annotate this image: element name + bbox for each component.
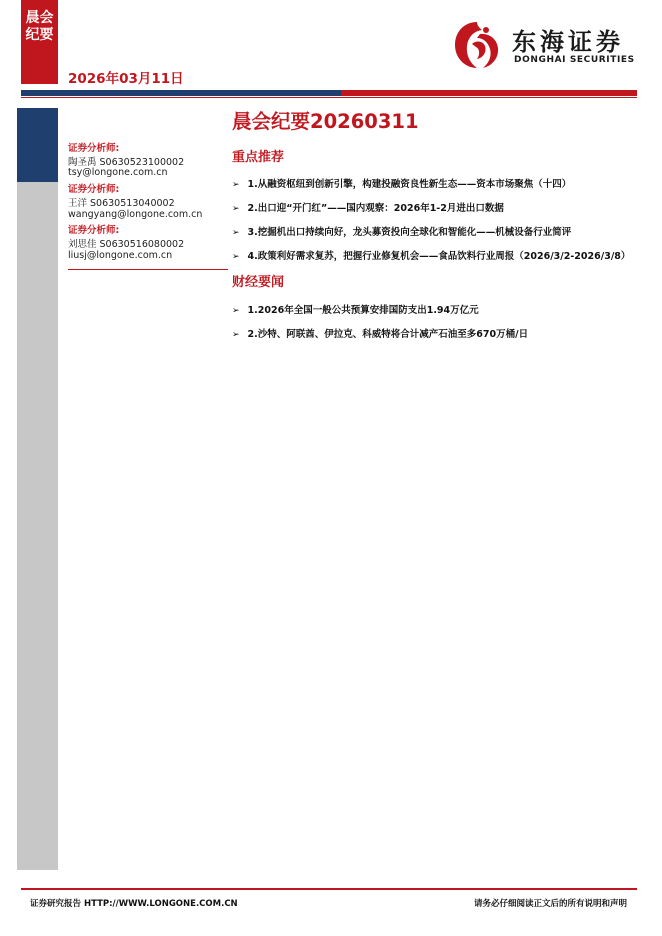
list-item[interactable] — [232, 176, 571, 190]
section-heading-finance-news: 财经要闻 — [232, 275, 285, 290]
list-item[interactable] — [232, 302, 479, 316]
header-bar-red — [341, 90, 637, 96]
dragon-logo-icon — [450, 18, 504, 72]
logo-name-en: DONGHAI SECURITIES — [514, 55, 635, 65]
logo-name-cn: 东海证券 — [512, 28, 624, 56]
footer-rule — [21, 888, 637, 890]
list-item-text: 2.沙特、阿联酋、伊拉克、科威特将合计减产石油至多670万桶/日 — [247, 329, 529, 340]
bullet-arrow-icon: ➢ — [232, 330, 240, 340]
list-item[interactable] — [232, 326, 528, 340]
page-title: 晨会纪要20260311 — [232, 110, 419, 133]
list-item-text: 4.政策利好需求复苏，把握行业修复机会——食品饮料行业周报（2026/3/2-2026/3/8） — [247, 251, 631, 262]
section-heading-highlights: 重点推荐 — [232, 150, 285, 165]
analyst-label: 证券分析师: — [68, 143, 120, 154]
report-date: 2026年03月11日 — [68, 71, 184, 87]
analyst-name-id: 刘思佳 S0630516080002 — [68, 239, 185, 250]
analyst-name-id: 王洋 S0630513040002 — [68, 198, 175, 209]
analyst-email[interactable]: tsy@longone.com.cn — [68, 167, 168, 178]
analyst-label: 证券分析师: — [68, 225, 120, 236]
footer-disclaimer: 请务必仔细阅读正文后的所有说明和声明 — [474, 899, 628, 909]
list-item[interactable] — [232, 248, 630, 262]
footer-website[interactable]: 证券研究报告 HTTP://WWW.LONGONE.COM.CN — [30, 899, 238, 909]
header-bar-navy — [21, 90, 341, 96]
bullet-arrow-icon: ➢ — [232, 204, 240, 214]
bullet-arrow-icon: ➢ — [232, 306, 240, 316]
list-item-text: 2.出口迎“开门红”——国内观察：2026年1-2月进出口数据 — [247, 203, 504, 214]
header-rule — [21, 97, 637, 98]
list-item-text: 3.挖掘机出口持续向好，龙头募资投向全球化和智能化——机械设备行业简评 — [247, 227, 572, 238]
analyst-name-id: 陶圣禹 S0630523100002 — [68, 157, 185, 168]
sidebar-accent-block — [17, 108, 58, 182]
list-item-text: 1.2026年全国一般公共预算安排国防支出1.94万亿元 — [247, 305, 479, 316]
analyst-divider — [68, 269, 228, 270]
bullet-arrow-icon: ➢ — [232, 180, 240, 190]
bullet-arrow-icon: ➢ — [232, 252, 240, 262]
report-type-label: 晨会纪要 — [25, 10, 54, 43]
list-item[interactable] — [232, 224, 571, 238]
list-item-text: 1.从融资枢纽到创新引擎，构建投融资良性新生态——资本市场聚焦（十四） — [247, 179, 572, 190]
analyst-email[interactable]: liusj@longone.com.cn — [68, 250, 173, 261]
analyst-email[interactable]: wangyang@longone.com.cn — [68, 209, 203, 220]
list-item[interactable] — [232, 200, 504, 214]
analyst-label: 证券分析师: — [68, 184, 120, 195]
sidebar-strip — [17, 108, 58, 870]
bullet-arrow-icon: ➢ — [232, 228, 240, 238]
